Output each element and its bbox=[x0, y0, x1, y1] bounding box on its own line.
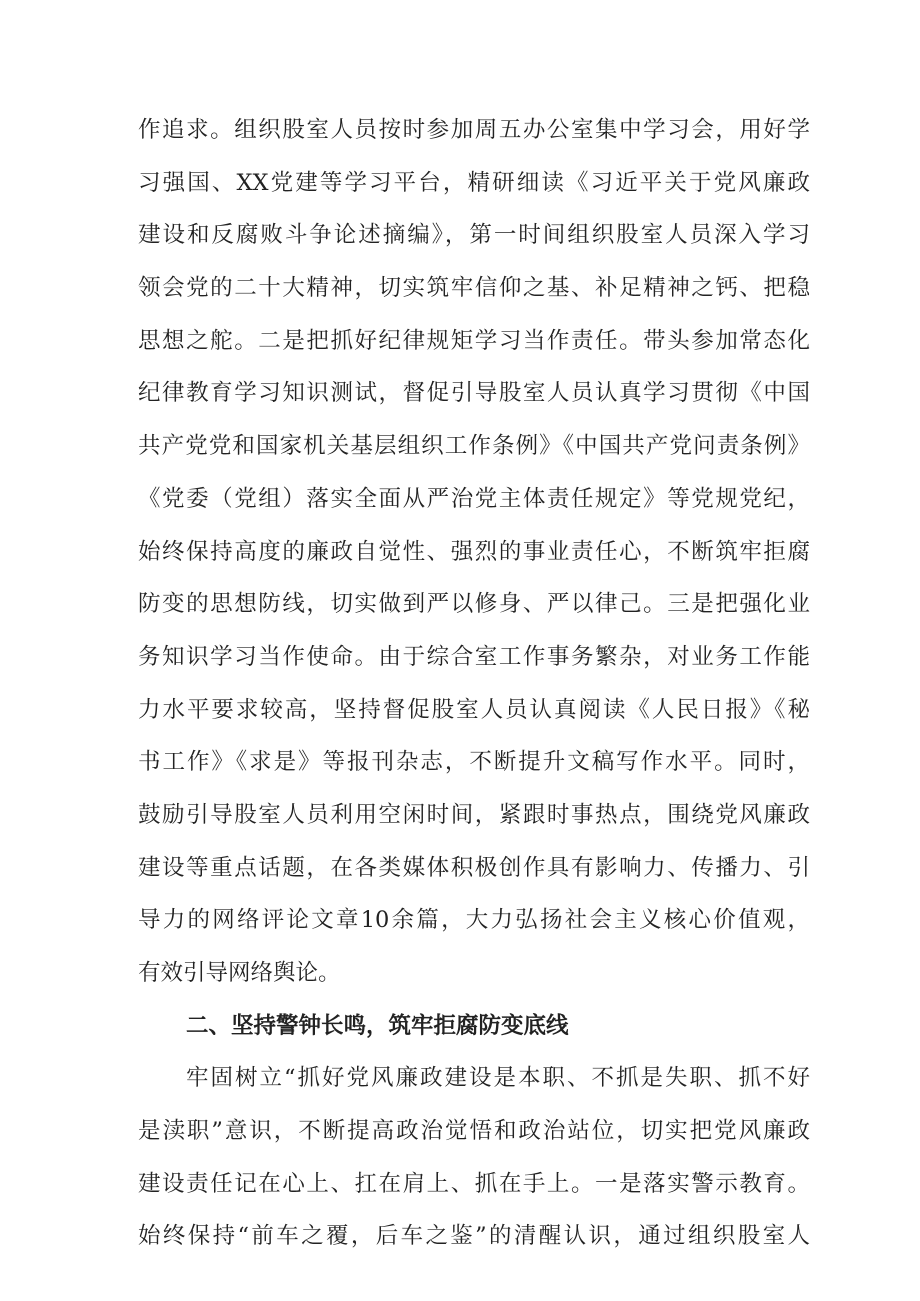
text-line: 力水平要求较高，坚持督促股室人员认真阅读《人民日报》《秘 bbox=[138, 696, 810, 723]
document-body bbox=[138, 104, 810, 1263]
text-line: 纪律教育学习知识测试，督促引导股室人员认真学习贯彻《中国 bbox=[138, 380, 810, 407]
text-line: 建设等重点话题，在各类媒体积极创作具有影响力、传播力、引 bbox=[138, 854, 810, 881]
text-line: 是渎职”意识，不断提高政治觉悟和政治站位，切实把党风廉政 bbox=[138, 1118, 810, 1145]
text-line: 《党委（党组）落实全面从严治党主体责任规定》等党规党纪， bbox=[138, 485, 810, 512]
text-line: 导力的网络评论文章10余篇，大力弘扬社会主义核心价值观， bbox=[138, 907, 810, 934]
text-line: 建设和反腐败斗争论述摘编》，第一时间组织股室人员深入学习 bbox=[138, 222, 810, 249]
text-line: 有效引导网络舆论。 bbox=[138, 960, 341, 986]
section-heading: 二、坚持警钟长鸣，筑牢拒腐防变底线 bbox=[186, 1012, 569, 1039]
text-line: 习强国、XX党建等学习平台，精研细读《习近平关于党风廉政 bbox=[138, 169, 810, 196]
text-line: 防变的思想防线，切实做到严以修身、严以律己。三是把强化业 bbox=[138, 591, 810, 618]
text-line: 鼓励引导股室人员利用空闲时间，紧跟时事热点，围绕党风廉政 bbox=[138, 801, 810, 828]
text-line: 领会党的二十大精神，切实筑牢信仰之基、补足精神之钙、把稳 bbox=[138, 275, 810, 302]
text-line: 牢固树立“抓好党风廉政建设是本职、不抓是失职、抓不好 bbox=[186, 1065, 810, 1092]
text-line: 思想之舵。二是把抓好纪律规矩学习当作责任。带头参加常态化 bbox=[138, 327, 810, 354]
text-line: 共产党党和国家机关基层组织工作条例》《中国共产党问责条例》 bbox=[138, 433, 810, 460]
text-line: 作追求。组织股室人员按时参加周五办公室集中学习会，用好学 bbox=[138, 117, 810, 143]
text-line: 始终保持高度的廉政自觉性、强烈的事业责任心，不断筑牢拒腐 bbox=[138, 538, 810, 565]
text-line: 务知识学习当作使命。由于综合室工作事务繁杂，对业务工作能 bbox=[138, 643, 810, 670]
paragraph-1 bbox=[138, 104, 810, 1000]
paragraph-2 bbox=[138, 1052, 810, 1263]
text-line: 书工作》《求是》等报刊杂志，不断提升文稿写作水平。同时， bbox=[138, 749, 810, 776]
text-line: 始终保持“前车之覆，后车之鉴”的清醒认识，通过组织股室人 bbox=[138, 1223, 810, 1250]
text-line: 建设责任记在心上、扛在肩上、抓在手上。一是落实警示教育。 bbox=[138, 1170, 810, 1197]
